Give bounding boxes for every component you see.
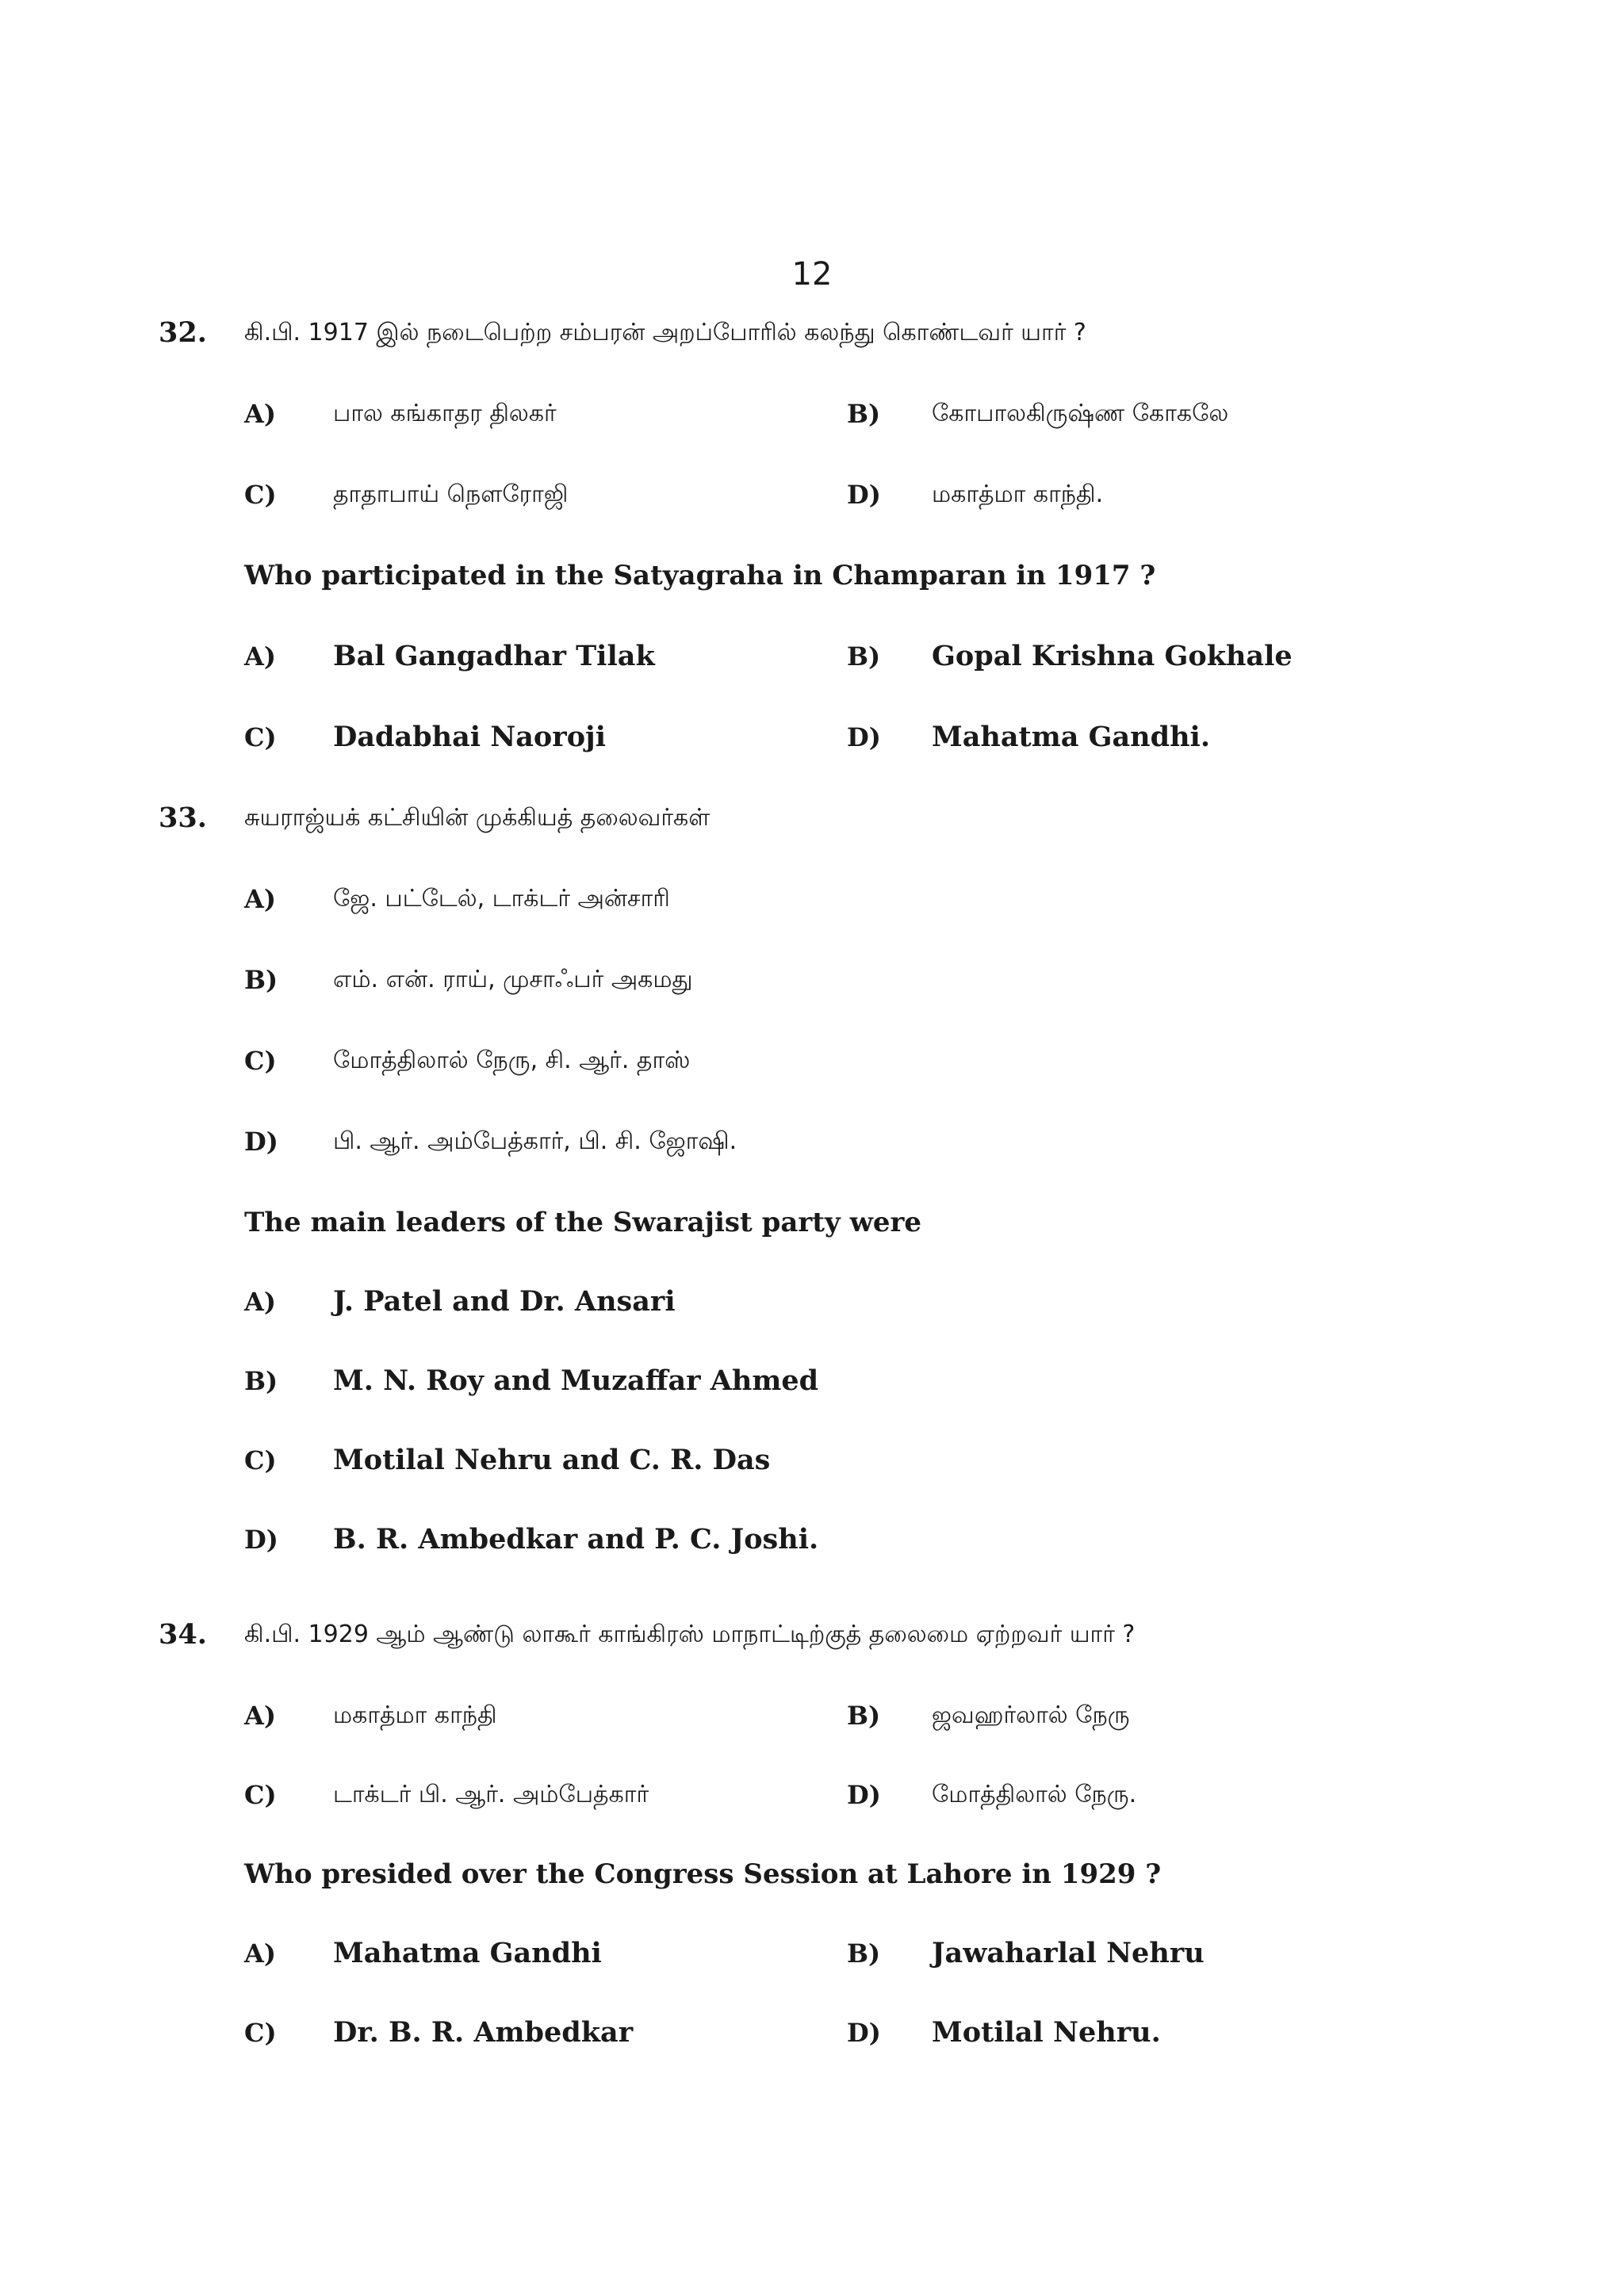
option-letter: D): [847, 722, 881, 752]
question-text-english: Who presided over the Congress Session at Lahore in 1929 ?: [244, 1858, 1162, 1890]
option-letter: A): [244, 884, 276, 914]
option-letter: C): [244, 1046, 277, 1076]
option-letter: B): [847, 1938, 881, 1969]
option-text-english: Dr. B. R. Ambedkar: [333, 2016, 634, 2049]
option-letter: D): [244, 1525, 278, 1555]
option-letter: C): [244, 722, 277, 752]
option-text-tamil: ஜே. பட்டேல், டாக்டர் அன்சாரி: [333, 885, 670, 913]
option-text-tamil: எம். என். ராய், முசாஃபர் அகமது: [333, 966, 693, 993]
option-letter: B): [847, 641, 881, 672]
option-text-tamil: மோத்திலால் நேரு.: [932, 1781, 1137, 1808]
option-letter: B): [244, 965, 278, 995]
option-text-english: Mahatma Gandhi.: [932, 721, 1211, 753]
option-letter: B): [847, 399, 881, 429]
option-text-tamil: டாக்டர் பி. ஆர். அம்பேத்கார்: [333, 1781, 649, 1808]
option-text-tamil: மோத்திலால் நேரு, சி. ஆர். தாஸ்: [333, 1047, 691, 1074]
option-letter: C): [244, 2018, 277, 2048]
option-letter: D): [244, 1127, 278, 1157]
page-number: 12: [791, 256, 833, 293]
option-letter: D): [847, 2018, 881, 2048]
question-number: 34.: [159, 1618, 207, 1651]
option-text-english: Bal Gangadhar Tilak: [333, 640, 655, 672]
option-letter: A): [244, 1938, 276, 1969]
option-text-english: Dadabhai Naoroji: [333, 721, 607, 753]
option-letter: C): [244, 1445, 277, 1475]
option-text-tamil: ஜவஹர்லால் நேரு: [932, 1701, 1130, 1729]
option-text-english: B. R. Ambedkar and P. C. Joshi.: [333, 1523, 819, 1556]
option-text-tamil: பால கங்காதர திலகர்: [333, 400, 557, 427]
option-text-english: Gopal Krishna Gokhale: [932, 640, 1293, 672]
question-number: 32.: [159, 316, 207, 349]
option-text-tamil: மகாத்மா காந்தி: [333, 1701, 497, 1729]
option-text-tamil: மகாத்மா காந்தி.: [932, 480, 1104, 508]
question-text-english: The main leaders of the Swarajist party were: [244, 1207, 922, 1238]
option-text-english: Motilal Nehru.: [932, 2016, 1161, 2049]
option-letter: A): [244, 1287, 276, 1317]
option-letter: A): [244, 399, 276, 429]
option-letter: D): [847, 1780, 881, 1810]
option-text-tamil: தாதாபாய் நௌரோஜி: [333, 480, 569, 508]
question-text-tamil: கி.பி. 1917 இல் நடைபெற்ற சம்பரன் அறப்போரில் கலந்து கொண்டவர் யார் ?: [244, 319, 1086, 346]
question-text-tamil: கி.பி. 1929 ஆம் ஆண்டு லாகூர் காங்கிரஸ் மாநாட்டிற்குத் தலைமை ஏற்றவர் யார் ?: [244, 1621, 1136, 1648]
option-letter: C): [244, 1780, 277, 1810]
question-number: 33.: [159, 802, 207, 834]
option-text-english: M. N. Roy and Muzaffar Ahmed: [333, 1364, 819, 1397]
option-letter: C): [244, 480, 277, 510]
option-text-english: Mahatma Gandhi: [333, 1937, 602, 1969]
option-text-english: Motilal Nehru and C. R. Das: [333, 1444, 771, 1476]
option-letter: D): [847, 480, 881, 510]
option-letter: B): [244, 1366, 278, 1396]
option-text-english: Jawaharlal Nehru: [932, 1937, 1205, 1969]
question-text-english: Who participated in the Satyagraha in Champaran in 1917 ?: [244, 560, 1156, 591]
option-text-tamil: கோபாலகிருஷ்ண கோகலே: [932, 400, 1229, 427]
option-text-english: J. Patel and Dr. Ansari: [333, 1285, 676, 1318]
option-letter: B): [847, 1701, 881, 1731]
option-letter: A): [244, 1701, 276, 1731]
option-letter: A): [244, 641, 276, 672]
option-text-tamil: பி. ஆர். அம்பேத்கார், பி. சி. ஜோஷி.: [333, 1127, 737, 1155]
question-text-tamil: சுயராஜ்யக் கட்சியின் முக்கியத் தலைவர்கள்: [244, 804, 710, 832]
